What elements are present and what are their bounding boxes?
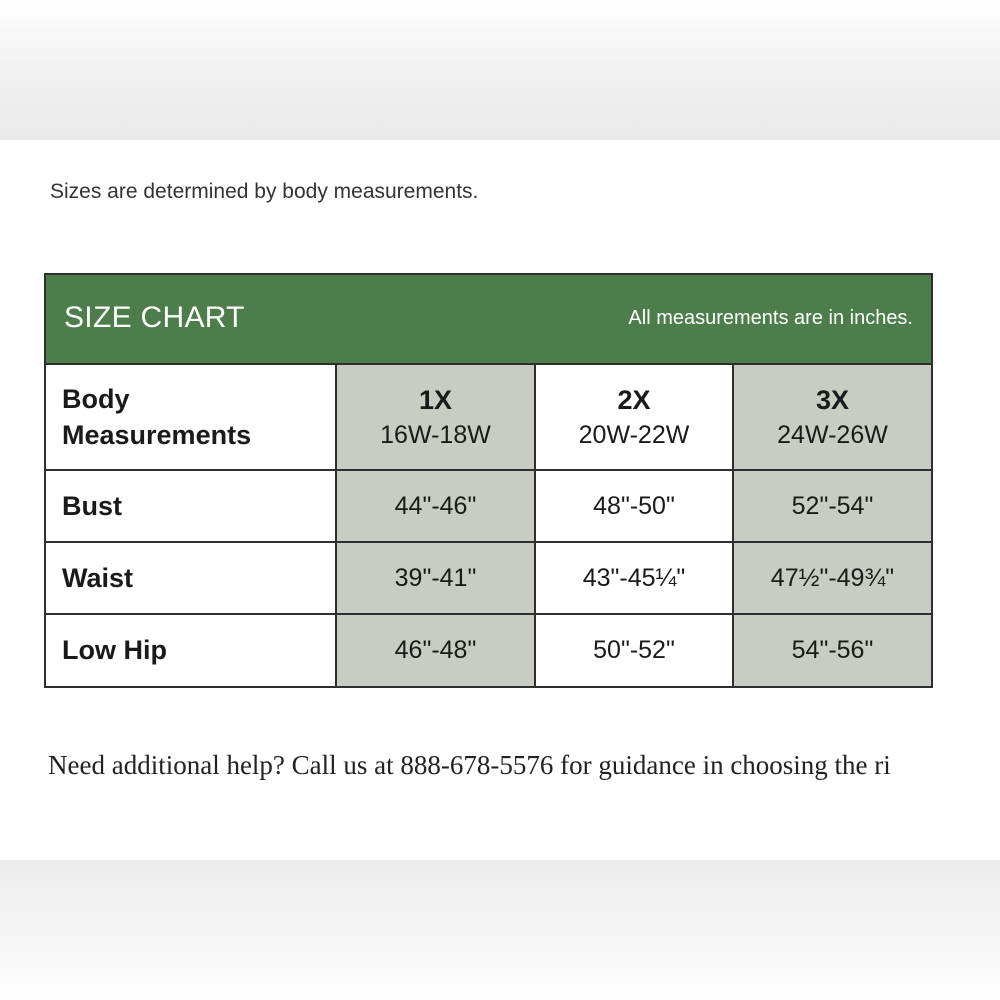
- size-header-1x: [337, 365, 536, 471]
- header-label-cell: [46, 365, 337, 471]
- size-code: 1X: [418, 385, 453, 415]
- row-label-low-hip: Low Hip: [46, 615, 337, 686]
- size-range: 20W-22W: [578, 421, 690, 449]
- bust-3x-value: 52"-54": [734, 471, 931, 543]
- body-measurements-label: Body Measurements: [62, 384, 252, 450]
- row-label-bust: Bust: [46, 471, 337, 543]
- size-header-2x: [536, 365, 734, 471]
- bust-1x-value: 44"-46": [337, 471, 536, 543]
- bottom-fade-band: [0, 860, 1000, 1000]
- size-range: 16W-18W: [380, 421, 491, 449]
- size-chart-header: [46, 275, 931, 365]
- waist-1x-value: 39"-41": [337, 543, 536, 615]
- low-hip-1x-value: 46"-48": [337, 615, 536, 686]
- waist-2x-value: 43"-45¼": [536, 543, 734, 615]
- top-fade-band: [0, 0, 1000, 140]
- measurement-units-note: All measurements are in inches.: [628, 307, 913, 329]
- size-header-3x: [734, 365, 931, 471]
- help-contact-text: Need additional help? Call us at 888-678-5576 for guidance in choosing the ri: [48, 750, 891, 780]
- size-code: 2X: [617, 385, 651, 415]
- low-hip-3x-value: 54"-56": [734, 615, 931, 686]
- bust-2x-value: 48"-50": [536, 471, 734, 543]
- size-chart-table: [44, 273, 933, 688]
- waist-3x-value: 47½"-49¾": [734, 543, 931, 615]
- low-hip-2x-value: 50"-52": [536, 615, 734, 686]
- row-label-waist: Waist: [46, 543, 337, 615]
- intro-text: Sizes are determined by body measurements.: [50, 180, 479, 203]
- size-code: 3X: [815, 385, 850, 415]
- size-range: 24W-26W: [777, 421, 888, 449]
- size-chart-title: SIZE CHART: [64, 301, 245, 334]
